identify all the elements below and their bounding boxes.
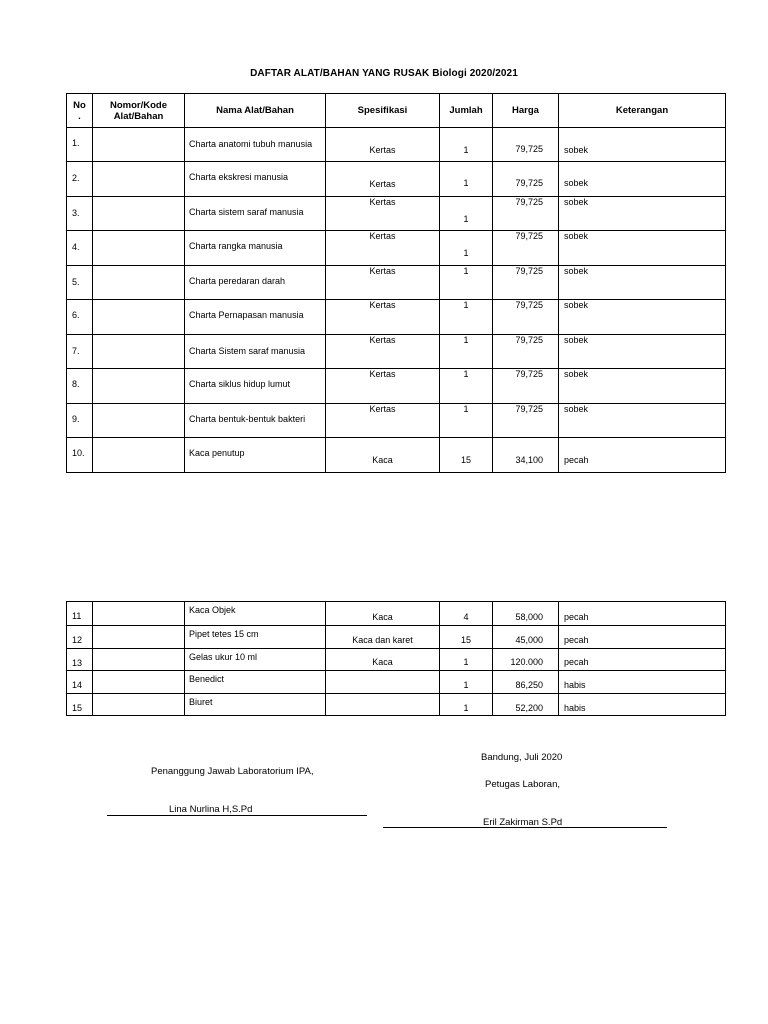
item-note: sobek	[564, 369, 589, 379]
row-number-cell	[67, 369, 93, 404]
item-name: Charta ekskresi manusia	[189, 172, 289, 182]
item-quantity: 1	[463, 266, 469, 276]
item-price-cell	[493, 300, 559, 335]
row-number-cell	[67, 649, 93, 671]
row-number-cell	[67, 197, 93, 231]
item-name: Charta peredaran darah	[189, 276, 286, 286]
item-name-cell	[185, 671, 326, 694]
header-qty: Jumlah	[440, 94, 493, 128]
item-note: pecah	[564, 455, 589, 465]
item-name: Biuret	[189, 697, 213, 707]
row-number: 11	[72, 611, 82, 621]
item-specification-cell	[326, 438, 440, 473]
item-note-cell	[559, 369, 726, 404]
item-code-cell	[93, 335, 185, 369]
table-row	[67, 197, 726, 231]
item-price-cell	[493, 602, 559, 626]
item-specification: Kertas	[369, 231, 396, 241]
row-number: 3.	[72, 208, 80, 218]
item-quantity-cell	[440, 671, 493, 694]
item-code-cell	[93, 197, 185, 231]
item-quantity: 1	[463, 145, 469, 155]
item-specification: Kaca dan karet	[352, 635, 413, 645]
right-signatory-role: Petugas Laboran,	[485, 779, 561, 790]
item-price: 86,250	[515, 680, 543, 690]
item-code-cell	[93, 649, 185, 671]
item-note-cell	[559, 197, 726, 231]
item-note: habis	[564, 703, 586, 713]
item-name-cell	[185, 162, 326, 197]
item-note-cell	[559, 266, 726, 300]
right-signatory-name: Eril Zakirman S.Pd	[483, 817, 563, 828]
item-specification-cell	[326, 671, 440, 694]
row-number-cell	[67, 694, 93, 716]
item-specification: Kertas	[369, 300, 396, 310]
header-note: Keterangan	[559, 94, 726, 128]
row-number: 13	[72, 658, 83, 668]
item-code-cell	[93, 231, 185, 266]
item-specification-cell	[326, 231, 440, 266]
row-number-cell	[67, 162, 93, 197]
item-price-cell	[493, 266, 559, 300]
item-quantity-cell	[440, 694, 493, 716]
item-name-cell	[185, 694, 326, 716]
item-quantity-cell	[440, 649, 493, 671]
header-code: Nomor/Kode Alat/Bahan	[93, 94, 185, 128]
item-price: 79,725	[515, 178, 543, 188]
item-quantity-cell	[440, 162, 493, 197]
row-number-cell	[67, 438, 93, 473]
item-price-cell	[493, 231, 559, 266]
item-price: 79,725	[515, 231, 543, 241]
table-row	[67, 671, 726, 694]
item-price: 52,200	[515, 703, 543, 713]
item-price-cell	[493, 671, 559, 694]
item-specification: Kaca	[372, 455, 393, 465]
item-note-cell	[559, 694, 726, 716]
row-number-cell	[67, 266, 93, 300]
row-number: 10.	[72, 448, 85, 458]
item-name-cell	[185, 266, 326, 300]
item-quantity: 15	[460, 455, 471, 465]
item-name: Charta Pernapasan manusia	[189, 310, 304, 320]
item-specification-cell	[326, 335, 440, 369]
item-quantity-cell	[440, 231, 493, 266]
row-number-cell	[67, 231, 93, 266]
item-specification-cell	[326, 369, 440, 404]
item-specification-cell	[326, 626, 440, 649]
header-spec: Spesifikasi	[326, 94, 440, 128]
item-price: 34,100	[515, 455, 543, 465]
item-name: Kaca penutup	[189, 448, 245, 458]
document-title: DAFTAR ALAT/BAHAN YANG RUSAK Biologi 2020/2021	[250, 68, 518, 79]
item-price: 79,725	[515, 144, 543, 154]
item-note-cell	[559, 671, 726, 694]
item-name-cell	[185, 404, 326, 438]
right-signature-line	[383, 827, 667, 828]
item-name: Charta sistem saraf manusia	[189, 207, 304, 217]
row-number: 4.	[72, 242, 80, 252]
item-code-cell	[93, 694, 185, 716]
item-price: 79,725	[515, 266, 543, 276]
item-quantity: 4	[463, 612, 469, 622]
item-note-cell	[559, 404, 726, 438]
item-note-cell	[559, 128, 726, 162]
row-number-cell	[67, 300, 93, 335]
table-row	[67, 404, 726, 438]
item-price: 79,725	[515, 300, 543, 310]
item-specification: Kertas	[369, 266, 396, 276]
row-number: 8.	[72, 379, 80, 389]
item-note-cell	[559, 602, 726, 626]
table-row	[67, 438, 726, 473]
item-note: sobek	[564, 197, 589, 207]
item-note: pecah	[564, 612, 589, 622]
item-name-cell	[185, 438, 326, 473]
header-name: Nama Alat/Bahan	[185, 94, 326, 128]
item-quantity-cell	[440, 404, 493, 438]
table-row	[67, 602, 726, 626]
item-specification-cell	[326, 649, 440, 671]
table-row	[67, 369, 726, 404]
table-row	[67, 231, 726, 266]
header-no: No .	[67, 94, 93, 128]
item-specification-cell	[326, 602, 440, 626]
table-header-row	[67, 94, 726, 128]
item-specification-cell	[326, 197, 440, 231]
item-code-cell	[93, 369, 185, 404]
item-quantity-cell	[440, 438, 493, 473]
item-name-cell	[185, 649, 326, 671]
row-number: 7.	[72, 346, 80, 356]
item-note: sobek	[564, 266, 589, 276]
item-name: Charta rangka manusia	[189, 241, 283, 251]
item-quantity-cell	[440, 626, 493, 649]
item-name-cell	[185, 335, 326, 369]
item-price: 79,725	[515, 369, 543, 379]
item-price: 120.000	[510, 657, 543, 667]
row-number-cell	[67, 602, 93, 626]
item-quantity-cell	[440, 335, 493, 369]
item-specification: Kertas	[369, 197, 396, 207]
left-signatory-role: Penanggung Jawab Laboratorium IPA,	[151, 766, 314, 777]
item-note: sobek	[564, 404, 589, 414]
item-price-cell	[493, 128, 559, 162]
item-price: 58,000	[515, 612, 543, 622]
item-quantity-cell	[440, 266, 493, 300]
item-note-cell	[559, 162, 726, 197]
row-number-cell	[67, 335, 93, 369]
item-name: Charta siklus hidup lumut	[189, 379, 291, 389]
item-name-cell	[185, 626, 326, 649]
item-specification-cell	[326, 128, 440, 162]
row-number: 5.	[72, 277, 80, 287]
item-specification-cell	[326, 266, 440, 300]
item-code-cell	[93, 438, 185, 473]
item-price-cell	[493, 404, 559, 438]
item-quantity: 1	[463, 404, 469, 414]
item-price-cell	[493, 369, 559, 404]
item-name: Gelas ukur 10 ml	[189, 652, 258, 662]
table-row	[67, 128, 726, 162]
item-note: sobek	[564, 231, 589, 241]
item-price: 79,725	[515, 335, 543, 345]
item-code-cell	[93, 300, 185, 335]
item-quantity: 1	[463, 703, 469, 713]
item-specification: Kertas	[369, 145, 396, 155]
table-row	[67, 266, 726, 300]
item-name: Charta anatomi tubuh manusia	[189, 139, 313, 149]
item-quantity-cell	[440, 128, 493, 162]
table-row	[67, 335, 726, 369]
item-quantity: 1	[463, 369, 469, 379]
item-price-cell	[493, 694, 559, 716]
item-quantity-cell	[440, 300, 493, 335]
item-specification: Kertas	[369, 335, 396, 345]
item-note-cell	[559, 335, 726, 369]
item-code-cell	[93, 128, 185, 162]
table-row	[67, 649, 726, 671]
item-code-cell	[93, 626, 185, 649]
item-code-cell	[93, 404, 185, 438]
row-number: 15	[72, 703, 83, 713]
item-quantity-cell	[440, 602, 493, 626]
item-price-cell	[493, 162, 559, 197]
row-number: 14	[72, 680, 83, 690]
item-specification-cell	[326, 694, 440, 716]
item-quantity: 1	[463, 335, 469, 345]
row-number: 9.	[72, 414, 80, 424]
item-price: 45,000	[515, 635, 543, 645]
item-note-cell	[559, 649, 726, 671]
row-number: 12	[72, 635, 83, 645]
item-quantity: 1	[463, 248, 469, 258]
row-number: 2.	[72, 173, 80, 183]
table-row	[67, 300, 726, 335]
item-name: Charta Sistem saraf manusia	[189, 346, 306, 356]
item-note: sobek	[564, 300, 589, 310]
item-quantity: 1	[463, 178, 469, 188]
item-specification: Kertas	[369, 179, 396, 189]
row-number: 1.	[72, 138, 80, 148]
item-name-cell	[185, 128, 326, 162]
header-price: Harga	[493, 94, 559, 128]
item-code-cell	[93, 602, 185, 626]
item-name-cell	[185, 231, 326, 266]
item-price-cell	[493, 438, 559, 473]
item-price: 79,725	[515, 404, 543, 414]
item-specification: Kertas	[369, 404, 396, 414]
item-name: Benedict	[189, 674, 225, 684]
item-specification-cell	[326, 162, 440, 197]
table-row	[67, 626, 726, 649]
damaged-items-table	[66, 93, 726, 473]
item-quantity-cell	[440, 197, 493, 231]
table-row	[67, 694, 726, 716]
item-note: pecah	[564, 657, 589, 667]
item-name-cell	[185, 300, 326, 335]
place-date: Bandung, Juli 2020	[481, 752, 563, 763]
item-name: Pipet tetes 15 cm	[189, 629, 259, 639]
row-number-cell	[67, 404, 93, 438]
item-code-cell	[93, 266, 185, 300]
item-price-cell	[493, 649, 559, 671]
row-number-cell	[67, 626, 93, 649]
item-price-cell	[493, 626, 559, 649]
item-note: habis	[564, 680, 586, 690]
item-price: 79,725	[515, 197, 543, 207]
item-note-cell	[559, 231, 726, 266]
item-note-cell	[559, 300, 726, 335]
item-quantity: 15	[460, 635, 471, 645]
item-specification: Kaca	[372, 657, 393, 667]
item-name-cell	[185, 602, 326, 626]
item-note: sobek	[564, 335, 589, 345]
row-number-cell	[67, 671, 93, 694]
item-name-cell	[185, 197, 326, 231]
item-specification: Kaca	[372, 612, 393, 622]
item-note: sobek	[564, 145, 589, 155]
left-signatory-name: Lina Nurlina H,S.Pd	[169, 804, 253, 815]
item-quantity-cell	[440, 369, 493, 404]
item-quantity: 1	[463, 300, 469, 310]
item-specification-cell	[326, 404, 440, 438]
item-code-cell	[93, 671, 185, 694]
damaged-items-table-continued	[66, 601, 726, 716]
left-signature-line	[107, 815, 367, 816]
table-row	[67, 162, 726, 197]
item-name: Charta bentuk-bentuk bakteri	[189, 414, 306, 424]
item-note: pecah	[564, 635, 589, 645]
item-quantity: 1	[463, 657, 469, 667]
item-price-cell	[493, 335, 559, 369]
item-note-cell	[559, 438, 726, 473]
row-number: 6.	[72, 310, 80, 320]
item-name: Kaca Objek	[189, 605, 236, 615]
item-name-cell	[185, 369, 326, 404]
item-note: sobek	[564, 178, 589, 188]
item-price-cell	[493, 197, 559, 231]
item-note-cell	[559, 626, 726, 649]
item-specification-cell	[326, 300, 440, 335]
item-quantity: 1	[463, 680, 469, 690]
item-code-cell	[93, 162, 185, 197]
row-number-cell	[67, 128, 93, 162]
item-quantity: 1	[463, 214, 469, 224]
item-specification: Kertas	[369, 369, 396, 379]
